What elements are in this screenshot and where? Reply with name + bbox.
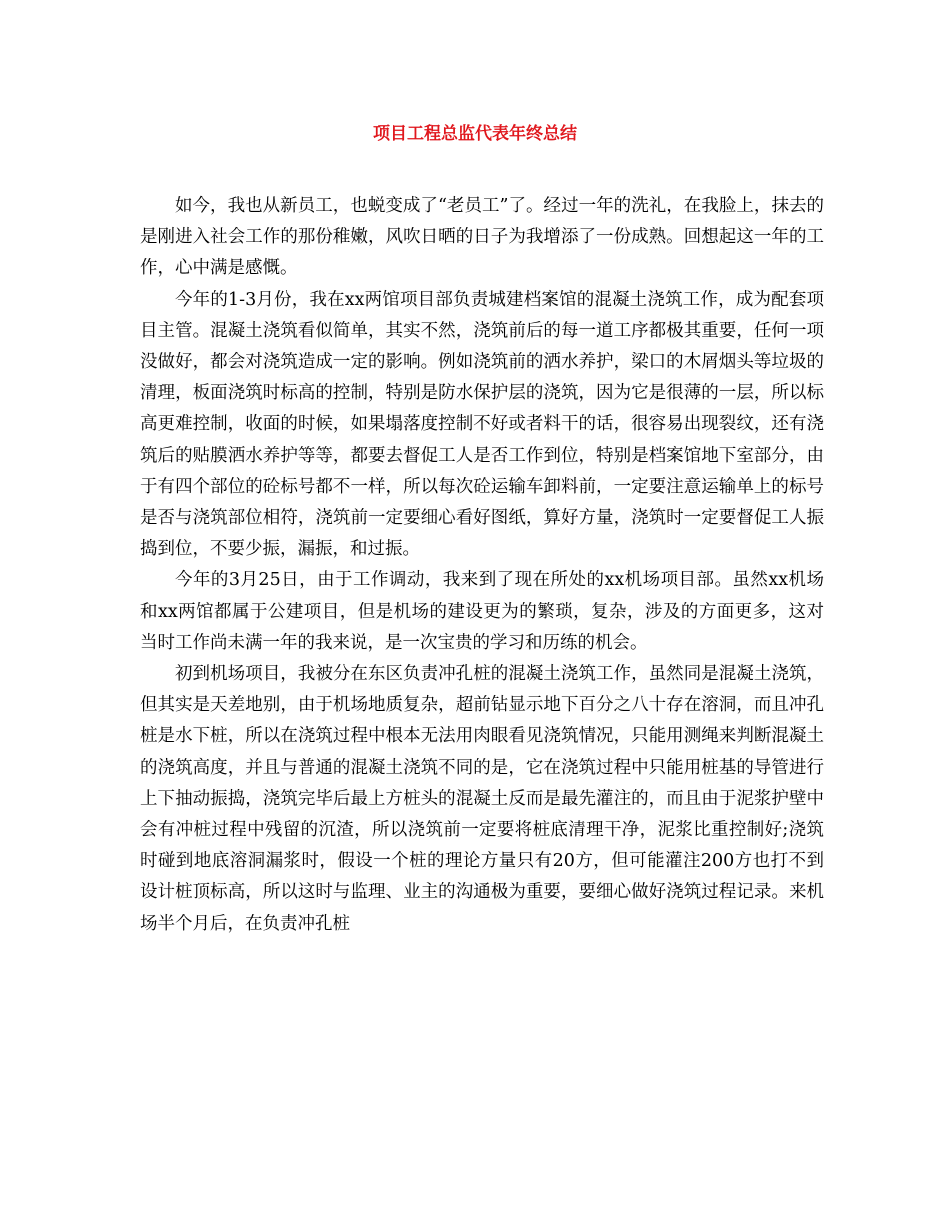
paragraph-3: 今年的3月25日，由于工作调动，我来到了现在所处的xx机场项目部。虽然xx机场和xx两馆都属于公建项目，但是机场的建设更为的繁琐，复杂，涉及的方面更多，这对当时工作尚未满一年的我来说，是一次宝贵的学习和历练的机会。 — [140, 570, 824, 653]
document-title: 项目工程总监代表年终总结 — [373, 124, 577, 144]
paragraph-1: 如今，我也从新员工，也蜕变成了“老员工”了。经过一年的洗礼，在我脸上，抹去的是刚进入社会工作的那份稚嫩，风吹日晒的日子为我增添了一份成熟。回想起这一年的工作，心中满是感慨。 — [140, 196, 824, 279]
paragraph-4: 初到机场项目，我被分在东区负责冲孔桩的混凝土浇筑工作，虽然同是混凝土浇筑，但其实是天差地别，由于机场地质复杂，超前钻显示地下百分之八十存在溶洞，而且冲孔桩是水下桩，所以在浇筑过程中根本无法用肉眼看见浇筑情况，只能用测绳来判断混凝土的浇筑高度，并且与普通的混凝土浇筑不同的是，它在浇筑过程中只能用桩基的导管进行上下抽动振捣，浇筑完毕后最上方桩头的混凝土反而是最先灌注的，而且由于泥浆护壁中会有冲桩过程中残留的沉渣，所以浇筑前一定要将桩底清理干净，泥浆比重控制好;浇筑时碰到地底溶洞漏浆时，假设一个桩的理论方量只有20方，但可能灌注200方也打不到设计桩顶标高，所以这时与监理、业主的沟通极为重要，要细心做好浇筑过程记录。来机场半个月后，在负责冲孔桩 — [140, 664, 824, 934]
document-body — [140, 191, 824, 940]
paragraph-2: 今年的1-3月份，我在xx两馆项目部负责城建档案馆的混凝土浇筑工作，成为配套项目主管。混凝土浇筑看似简单，其实不然，浇筑前后的每一道工序都极其重要，任何一项没做好，都会对浇筑造成一定的影响。例如浇筑前的洒水养护，梁口的木屑烟头等垃圾的清理，板面浇筑时标高的控制，特别是防水保护层的浇筑，因为它是很薄的一层，所以标高更难控制，收面的时候，如果塌落度控制不好或者料干的话，很容易出现裂纹，还有浇筑后的贴膜洒水养护等等，都要去督促工人是否工作到位，特别是档案馆地下室部分，由于有四个部位的砼标号都不一样，所以每次砼运输车卸料前，一定要注意运输单上的标号是否与浇筑部位相符，浇筑前一定要细心看好图纸，算好方量，浇筑时一定要督促工人振捣到位，不要少振，漏振，和过振。 — [140, 289, 824, 560]
